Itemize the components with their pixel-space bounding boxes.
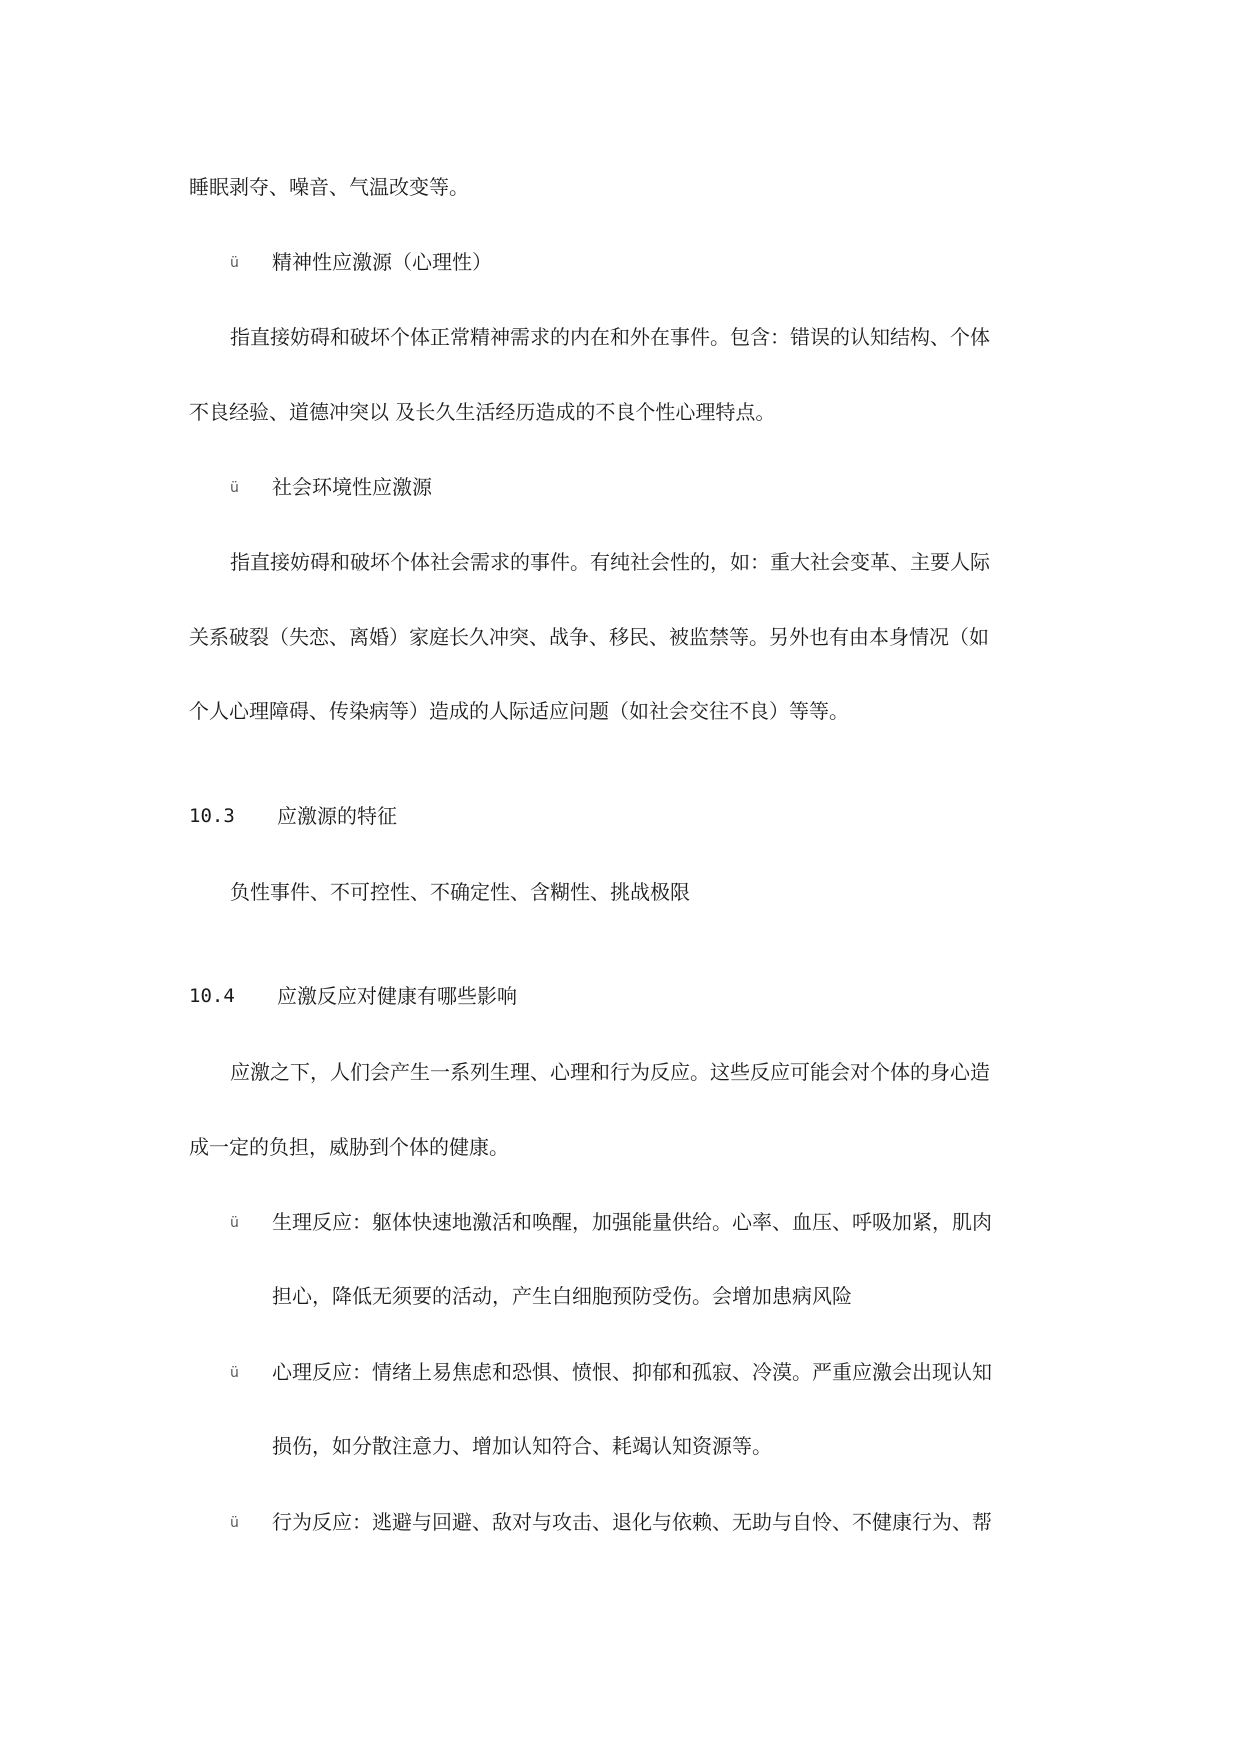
paragraph-line: 个人心理障碍、传染病等）造成的人际适应问题（如社会交往不良）等等。 <box>189 699 849 723</box>
bullet-icon: ü <box>230 1515 239 1531</box>
paragraph-line: 成一定的负担，威胁到个体的健康。 <box>189 1135 509 1159</box>
paragraph-line: 指直接妨碍和破坏个体正常精神需求的内在和外在事件。包含：错误的认知结构、个体 <box>230 325 990 349</box>
bullet-icon: ü <box>230 1365 239 1381</box>
bullet-item: 行为反应：逃避与回避、敌对与攻击、退化与依赖、无助与自怜、不健康行为、帮 <box>272 1510 992 1534</box>
bullet-icon: ü <box>230 255 239 271</box>
bullet-item: 生理反应：躯体快速地激活和唤醒，加强能量供给。心率、血压、呼吸加紧，肌肉 <box>272 1210 992 1234</box>
section-number: 10.3 <box>189 805 235 827</box>
section-number: 10.4 <box>189 985 235 1007</box>
paragraph-line: 不良经验、道德冲突以 及长久生活经历造成的不良个性心理特点。 <box>189 400 776 424</box>
paragraph-line: 关系破裂（失恋、离婚）家庭长久冲突、战争、移民、被监禁等。另外也有由本身情况（如 <box>189 625 989 649</box>
bullet-item: 精神性应激源（心理性） <box>272 250 492 274</box>
bullet-continuation: 担心，降低无须要的活动，产生白细胞预防受伤。会增加患病风险 <box>272 1284 852 1308</box>
paragraph-line: 应激之下，人们会产生一系列生理、心理和行为反应。这些反应可能会对个体的身心造 <box>230 1060 990 1084</box>
bullet-icon: ü <box>230 480 239 496</box>
bullet-icon: ü <box>230 1215 239 1231</box>
paragraph-line: 睡眠剥夺、噪音、气温改变等。 <box>189 175 469 199</box>
bullet-continuation: 损伤，如分散注意力、增加认知符合、耗竭认知资源等。 <box>272 1434 772 1458</box>
bullet-item: 社会环境性应激源 <box>272 475 432 499</box>
paragraph-line: 负性事件、不可控性、不确定性、含糊性、挑战极限 <box>230 880 690 904</box>
section-heading: 应激源的特征 <box>277 804 397 828</box>
section-heading: 应激反应对健康有哪些影响 <box>277 984 517 1008</box>
paragraph-line: 指直接妨碍和破坏个体社会需求的事件。有纯社会性的，如：重大社会变革、主要人际 <box>230 550 990 574</box>
bullet-item: 心理反应：情绪上易焦虑和恐惧、愤恨、抑郁和孤寂、冷漠。严重应激会出现认知 <box>272 1360 992 1384</box>
